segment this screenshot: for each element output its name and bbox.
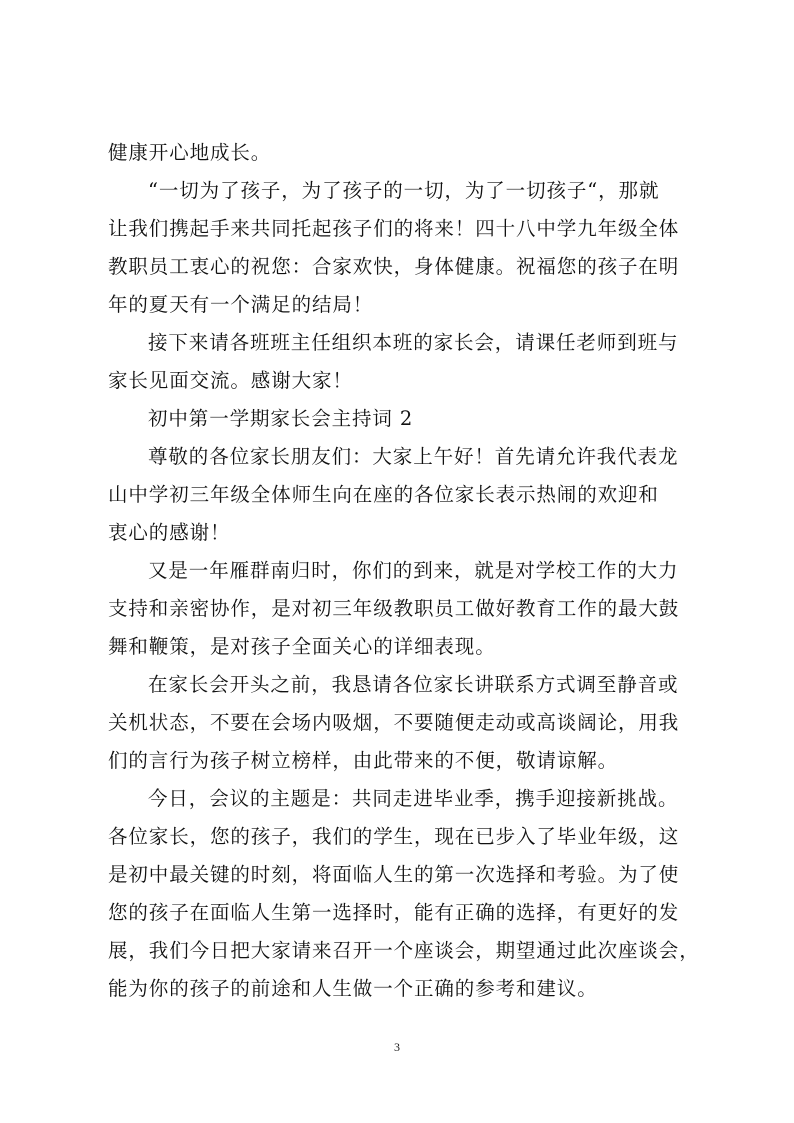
text-line: 尊敬的各位家长朋友们：大家上午好！首先请允许我代表龙 xyxy=(148,445,679,468)
text-line: 接下来请各班班主任组织本班的家长会，请课任老师到班与 xyxy=(148,331,679,354)
text-line: 山中学初三年级全体师生向在座的各位家长表示热闹的欢迎和 xyxy=(108,483,659,506)
text-line: 年的夏天有一个满足的结局！ xyxy=(108,293,374,316)
text-line: 展，我们今日把大家请来召开一个座谈会，期望通过此次座谈会， xyxy=(108,939,700,962)
text-line: 家长见面交流。感谢大家！ xyxy=(108,369,353,392)
text-line: 在家长会开头之前，我恳请各位家长讲联系方式调至静音或 xyxy=(148,673,679,696)
text-line: 健康开心地成长。 xyxy=(108,141,272,164)
text-line: 能为你的孩子的前途和人生做一个正确的参考和建议。 xyxy=(108,977,598,1000)
text-line: 舞和鞭策，是对孩子全面关心的详细表现。 xyxy=(108,635,496,658)
text-line: 是初中最关键的时刻，将面临人生的第一次选择和考验。为了使 xyxy=(108,863,680,886)
text-line: 关机状态，不要在会场内吸烟，不要随便走动或高谈阔论，用我 xyxy=(108,711,680,734)
text-line: 初中第一学期家长会主持词 2 xyxy=(148,407,414,430)
text-line: 今日，会议的主题是：共同走进毕业季，携手迎接新挑战。 xyxy=(148,787,679,810)
text-line: 教职员工衷心的祝您：合家欢快，身体健康。祝福您的孩子在明 xyxy=(108,255,680,278)
text-line: 支持和亲密协作，是对初三年级教职员工做好教育工作的最大鼓 xyxy=(108,597,680,620)
page-number: 3 xyxy=(394,1040,400,1054)
text-line: 您的孩子在面临人生第一选择时，能有正确的选择，有更好的发 xyxy=(108,901,680,924)
text-line: 各位家长，您的孩子，我们的学生，现在已步入了毕业年级，这 xyxy=(108,825,680,848)
document-body xyxy=(108,134,706,1008)
text-line: 们的言行为孩子树立榜样，由此带来的不便，敬请谅解。 xyxy=(108,749,619,772)
text-line: 又是一年雁群南归时，你们的到来，就是对学校工作的大力 xyxy=(148,559,679,582)
text-line: “一切为了孩子，为了孩子的一切，为了一切孩子“，那就 xyxy=(148,179,660,202)
text-line: 衷心的感谢！ xyxy=(108,521,231,544)
text-line: 让我们携起手来共同托起孩子们的将来！四十八中学九年级全体 xyxy=(108,217,680,240)
